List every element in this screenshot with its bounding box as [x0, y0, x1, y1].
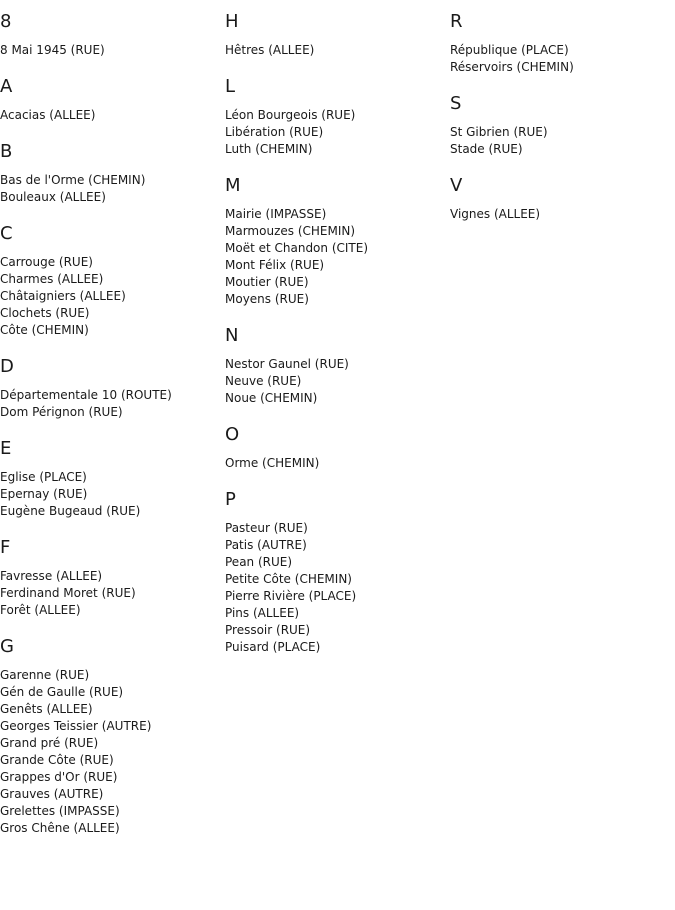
street-link[interactable]: Neuve (RUE) [225, 374, 302, 388]
section-letter-heading: P [225, 489, 236, 510]
street-link[interactable]: Moyens (RUE) [225, 292, 309, 306]
street-link[interactable]: Pean (RUE) [225, 555, 293, 569]
section-letter-heading: F [0, 537, 11, 558]
street-link[interactable]: 8 Mai 1945 (RUE) [0, 43, 105, 57]
section-letter-heading: V [450, 175, 463, 196]
street-list [450, 206, 675, 223]
street-link[interactable]: Epernay (RUE) [0, 487, 88, 501]
street-link[interactable]: Gén de Gaulle (RUE) [0, 685, 124, 699]
street-link[interactable]: Pasteur (RUE) [225, 521, 308, 535]
letter-section [225, 425, 450, 472]
street-link[interactable]: Marmouzes (CHEMIN) [225, 224, 356, 238]
section-letter-heading: S [450, 93, 462, 114]
street-list [0, 42, 225, 59]
street-link[interactable]: Pins (ALLEE) [225, 606, 300, 620]
street-link[interactable]: Départementale 10 (ROUTE) [0, 388, 172, 402]
street-list [225, 42, 450, 59]
street-list [450, 42, 675, 76]
letter-section [450, 94, 675, 158]
street-link[interactable]: St Gibrien (RUE) [450, 125, 548, 139]
street-link[interactable]: Stade (RUE) [450, 142, 523, 156]
street-link[interactable]: Moutier (RUE) [225, 275, 309, 289]
street-link[interactable]: Noue (CHEMIN) [225, 391, 318, 405]
street-link[interactable]: Clochets (RUE) [0, 306, 90, 320]
street-link[interactable]: Orme (CHEMIN) [225, 456, 320, 470]
street-list [0, 469, 225, 520]
letter-section [0, 12, 225, 59]
letter-section [0, 357, 225, 421]
street-link[interactable]: Luth (CHEMIN) [225, 142, 313, 156]
street-link[interactable]: Pierre Rivière (PLACE) [225, 589, 357, 603]
street-list [225, 520, 450, 656]
street-link[interactable]: Léon Bourgeois (RUE) [225, 108, 356, 122]
section-letter-heading: E [0, 438, 12, 459]
street-list [225, 107, 450, 158]
street-link[interactable]: Favresse (ALLEE) [0, 569, 103, 583]
street-list [0, 667, 225, 837]
street-link[interactable]: Mairie (IMPASSE) [225, 207, 327, 221]
street-link[interactable]: Genêts (ALLEE) [0, 702, 93, 716]
street-link[interactable]: Bouleaux (ALLEE) [0, 190, 106, 204]
street-list [0, 254, 225, 339]
section-letter-heading: 8 [0, 11, 12, 32]
street-list [225, 356, 450, 407]
section-letter-heading: M [225, 175, 241, 196]
street-list [0, 568, 225, 619]
street-list [225, 206, 450, 308]
letter-section [450, 12, 675, 76]
section-letter-heading: A [0, 76, 13, 97]
letter-section [225, 12, 450, 59]
letter-section [0, 142, 225, 206]
street-link[interactable]: Dom Pérignon (RUE) [0, 405, 123, 419]
section-letter-heading: D [0, 356, 14, 377]
street-index [0, 12, 675, 855]
street-list [0, 387, 225, 421]
street-link[interactable]: Grelettes (IMPASSE) [0, 804, 120, 818]
street-link[interactable]: République (PLACE) [450, 43, 569, 57]
street-link[interactable]: Grand pré (RUE) [0, 736, 99, 750]
street-link[interactable]: Carrouge (RUE) [0, 255, 93, 269]
section-letter-heading: C [0, 223, 13, 244]
street-link[interactable]: Eglise (PLACE) [0, 470, 87, 484]
letter-section [450, 176, 675, 223]
letter-section [225, 176, 450, 308]
section-letter-heading: R [450, 11, 463, 32]
street-link[interactable]: Charmes (ALLEE) [0, 272, 104, 286]
street-link[interactable]: Vignes (ALLEE) [450, 207, 541, 221]
street-link[interactable]: Hêtres (ALLEE) [225, 43, 315, 57]
street-link[interactable]: Mont Félix (RUE) [225, 258, 325, 272]
letter-section [0, 77, 225, 124]
index-column [225, 12, 450, 855]
street-link[interactable]: Bas de l'Orme (CHEMIN) [0, 173, 146, 187]
street-link[interactable]: Georges Teissier (AUTRE) [0, 719, 152, 733]
index-column [0, 12, 225, 855]
section-letter-heading: H [225, 11, 239, 32]
street-link[interactable]: Garenne (RUE) [0, 668, 90, 682]
street-link[interactable]: Acacias (ALLEE) [0, 108, 96, 122]
street-link[interactable]: Petite Côte (CHEMIN) [225, 572, 352, 586]
section-letter-heading: B [0, 141, 13, 162]
street-link[interactable]: Forêt (ALLEE) [0, 603, 81, 617]
section-letter-heading: L [225, 76, 236, 97]
street-link[interactable]: Pressoir (RUE) [225, 623, 311, 637]
index-column [450, 12, 675, 855]
street-link[interactable]: Gros Chêne (ALLEE) [0, 821, 120, 835]
letter-section [225, 77, 450, 158]
street-link[interactable]: Grappes d'Or (RUE) [0, 770, 118, 784]
street-list [0, 172, 225, 206]
street-link[interactable]: Eugène Bugeaud (RUE) [0, 504, 141, 518]
street-link[interactable]: Nestor Gaunel (RUE) [225, 357, 349, 371]
street-link[interactable]: Grande Côte (RUE) [0, 753, 114, 767]
letter-section [225, 326, 450, 407]
street-link[interactable]: Réservoirs (CHEMIN) [450, 60, 574, 74]
street-link[interactable]: Côte (CHEMIN) [0, 323, 89, 337]
street-link[interactable]: Patis (AUTRE) [225, 538, 307, 552]
street-link[interactable]: Châtaigniers (ALLEE) [0, 289, 126, 303]
letter-section [0, 538, 225, 619]
letter-section [0, 439, 225, 520]
street-link[interactable]: Moët et Chandon (CITE) [225, 241, 369, 255]
street-link[interactable]: Grauves (AUTRE) [0, 787, 104, 801]
street-link[interactable]: Puisard (PLACE) [225, 640, 321, 654]
section-letter-heading: G [0, 636, 14, 657]
section-letter-heading: O [225, 424, 240, 445]
letter-section [0, 224, 225, 339]
street-list [0, 107, 225, 124]
street-list [225, 455, 450, 472]
street-link[interactable]: Ferdinand Moret (RUE) [0, 586, 136, 600]
letter-section [0, 637, 225, 837]
letter-section [225, 490, 450, 656]
section-letter-heading: N [225, 325, 239, 346]
street-link[interactable]: Libération (RUE) [225, 125, 324, 139]
street-list [450, 124, 675, 158]
